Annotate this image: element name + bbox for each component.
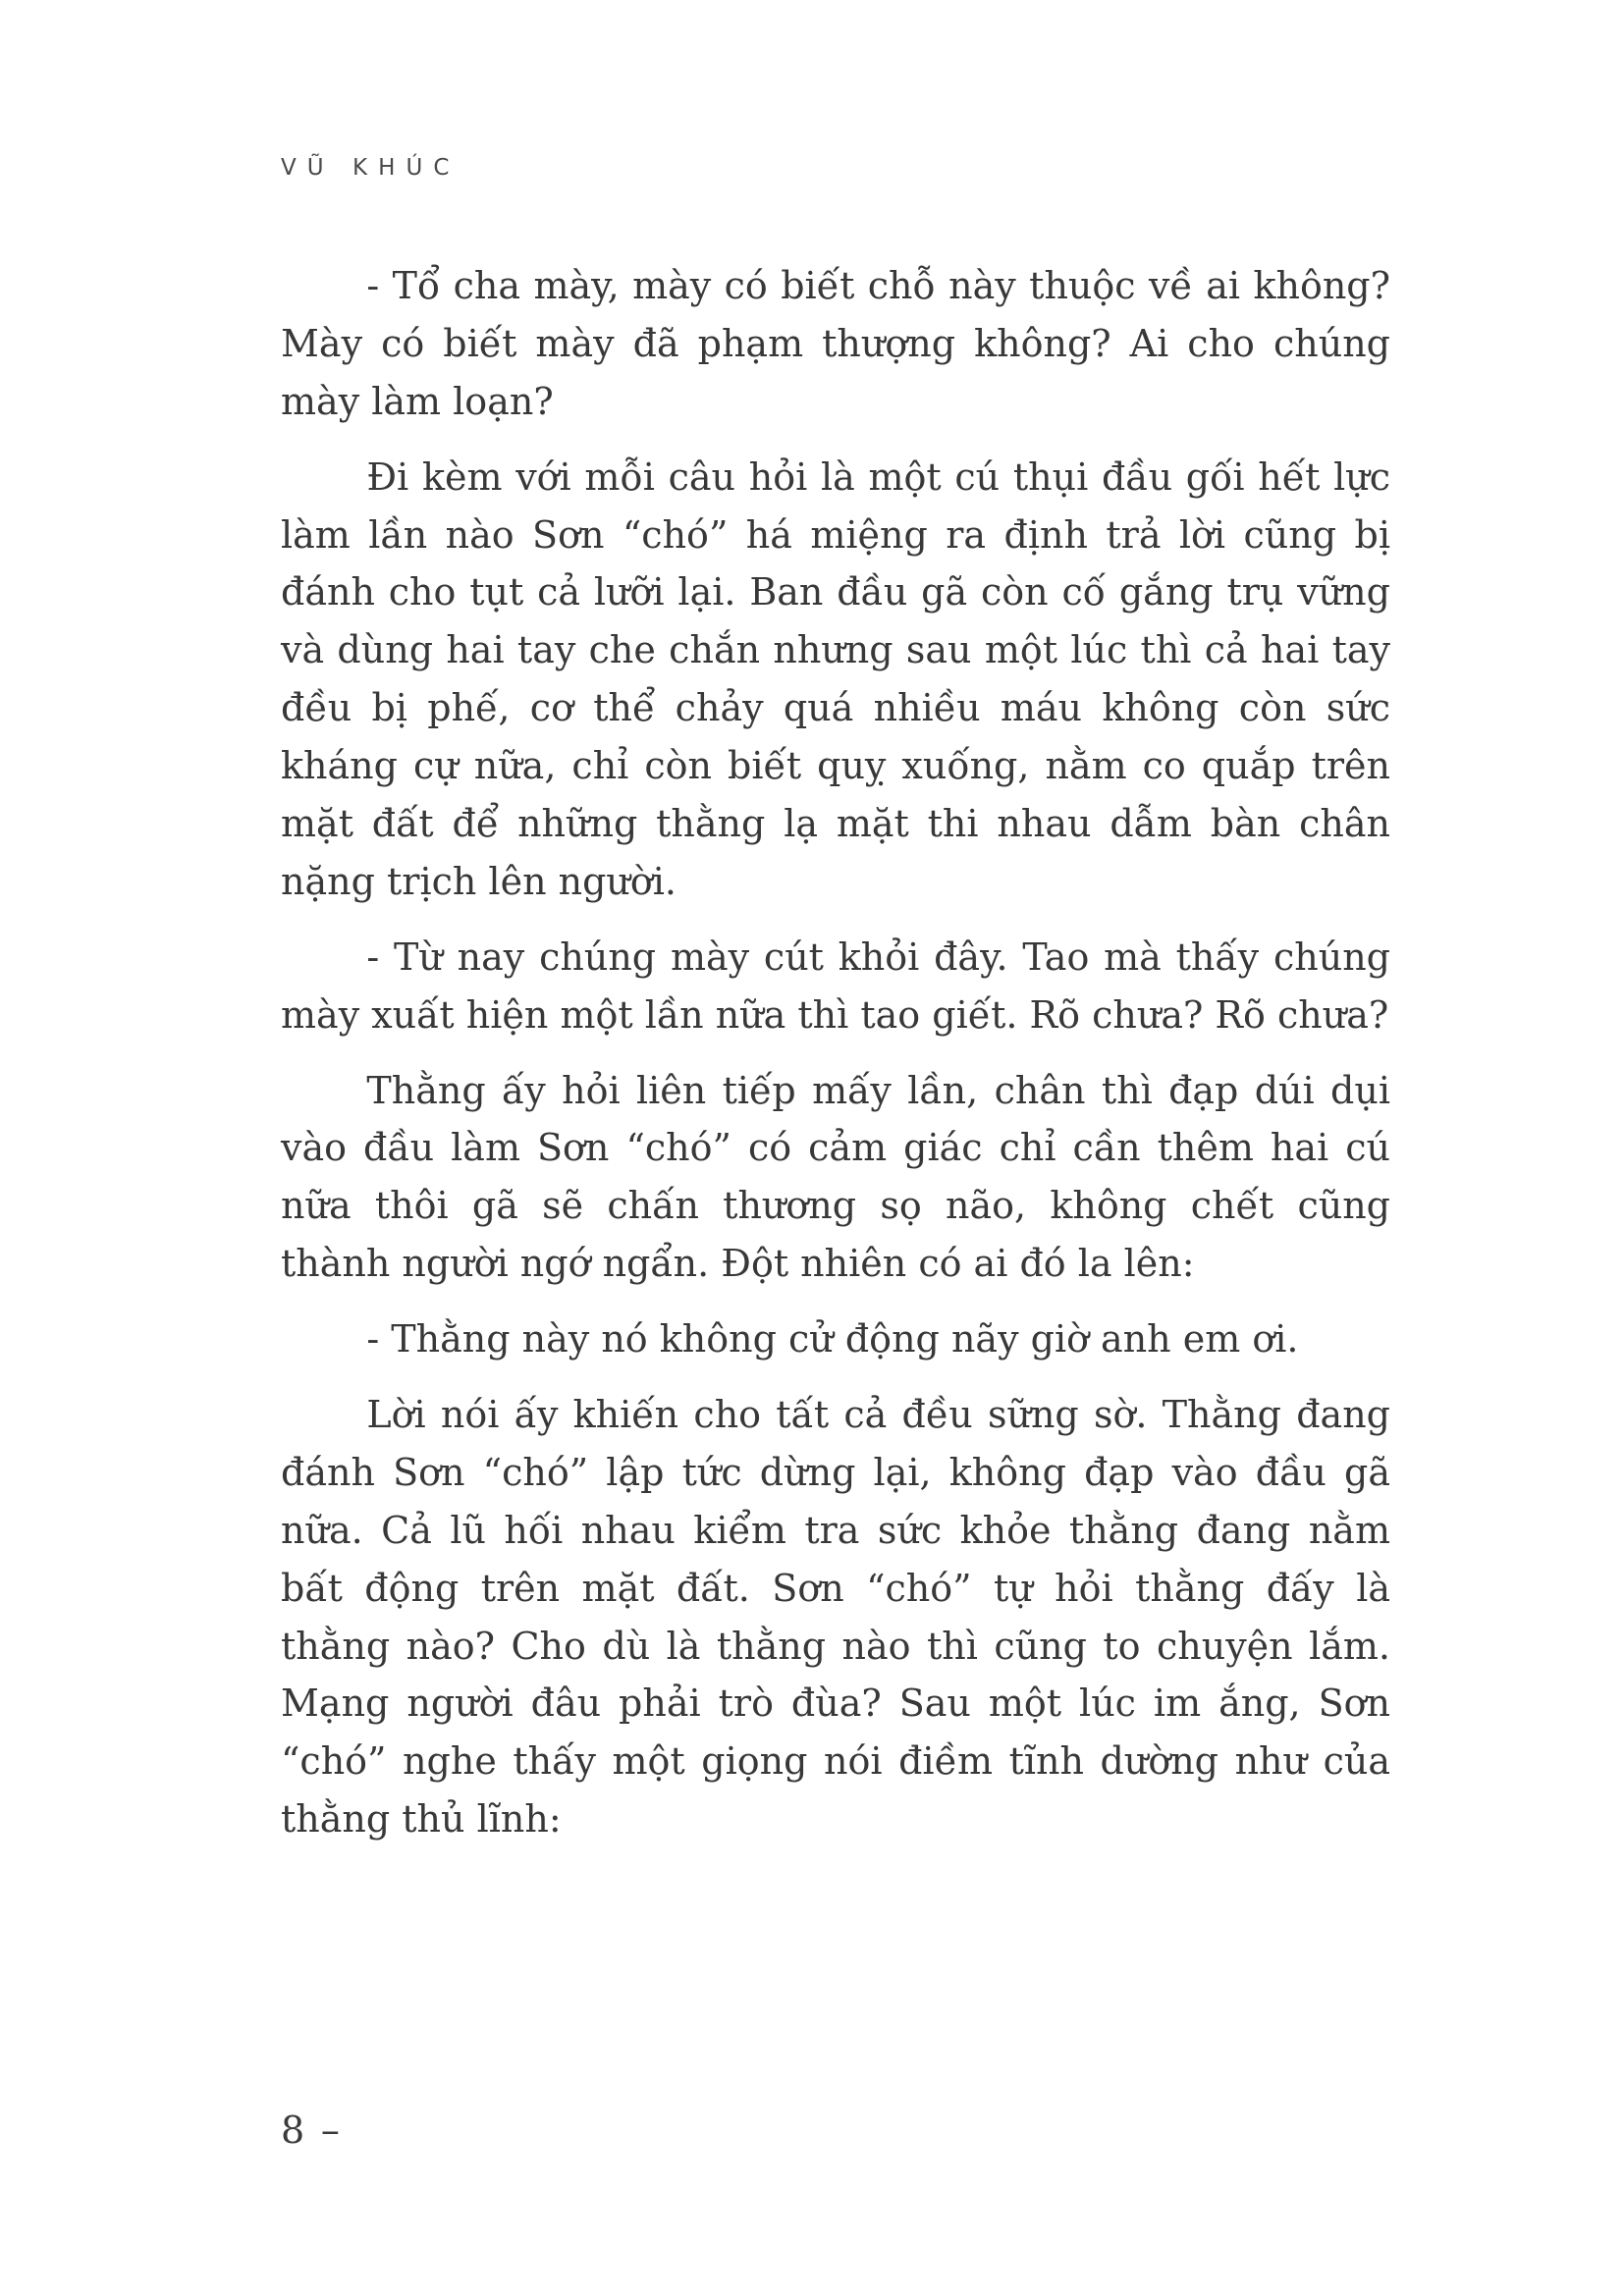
paragraph: - Tổ cha mày, mày có biết chỗ này thuộc về ai không? Mày có biết mày đã phạm thượng không? Ai cho chúng mày làm loạn? <box>281 264 1390 423</box>
paragraph: Đi kèm với mỗi câu hỏi là một cú thụi đầu gối hết lực làm lần nào Sơn “chó” há miệng ra định trả lời cũng bị đánh cho tụt cả lưỡi lại. Ban đầu gã còn cố gắng trụ vững và dùng hai tay che chắn nhưng sau một lúc thì cả hai tay đều bị phế, cơ thể chảy quá nhiều máu không còn sức kháng cự nữa, chỉ còn biết quỵ xuống, nằm co quắp trên mặt đất để những thằng lạ mặt thi nhau dẫm bàn chân nặng trịch lên người. <box>281 454 1390 903</box>
running-header: VŨ KHÚC <box>281 155 460 181</box>
paragraph: Thằng ấy hỏi liên tiếp mấy lần, chân thì đạp dúi dụi vào đầu làm Sơn “chó” có cảm giác chỉ cần thêm hai cú nữa thôi gã sẽ chấn thương sọ não, không chết cũng thành người ngớ ngẩn. Đột nhiên có ai đó la lên: <box>281 1068 1390 1286</box>
page-number: 8 – <box>281 2109 343 2152</box>
paragraph: - Từ nay chúng mày cút khỏi đây. Tao mà thấy chúng mày xuất hiện một lần nữa thì tao giết. Rõ chưa? Rõ chưa? <box>281 934 1390 1037</box>
page-body <box>281 257 1390 1848</box>
paragraph: Lời nói ấy khiến cho tất cả đều sững sờ. Thằng đang đánh Sơn “chó” lập tức dừng lại, không đạp vào đầu gã nữa. Cả lũ hối nhau kiểm tra sức khỏe thằng đang nằm bất động trên mặt đất. Sơn “chó” tự hỏi thằng đấy là thằng nào? Cho dù là thằng nào thì cũng to chuyện lắm. Mạng người đâu phải trò đùa? Sau một lúc im ắng, Sơn “chó” nghe thấy một giọng nói điềm tĩnh dường như của thằng thủ lĩnh: <box>281 1393 1390 1842</box>
paragraph: - Thằng này nó không cử động nãy giờ anh em ơi. <box>366 1317 1299 1362</box>
